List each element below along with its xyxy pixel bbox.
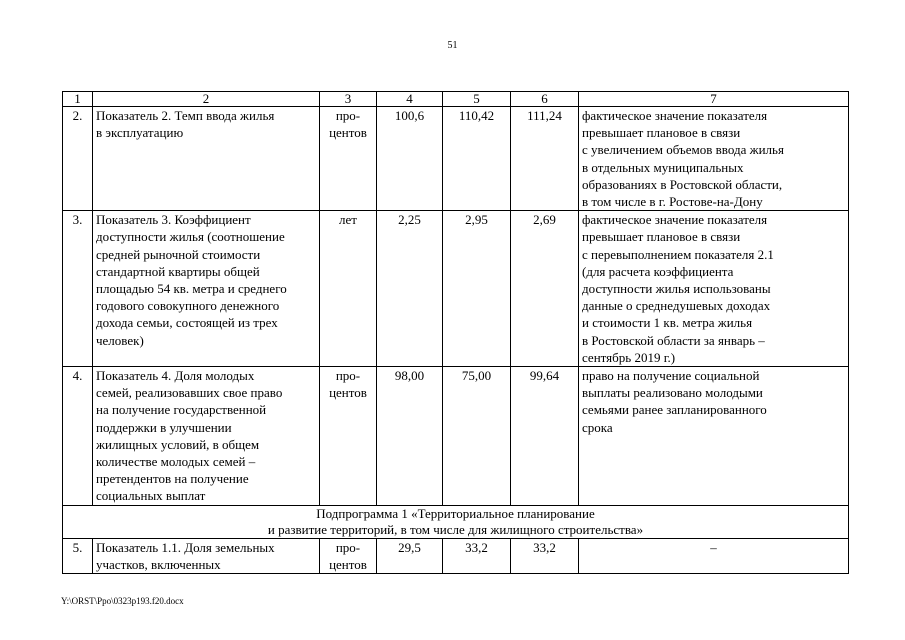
indicator-line: человек) <box>96 332 144 348</box>
row-number: 3. <box>63 211 93 367</box>
subprogram-line: Подпрограмма 1 «Территориальное планирование <box>316 505 595 521</box>
unit-cell <box>320 211 377 367</box>
unit-cell <box>320 538 377 573</box>
table-row <box>63 538 849 573</box>
table-row <box>63 107 849 211</box>
value-cell-col6: 33,2 <box>511 538 579 573</box>
note-line: право на получение социальной <box>582 368 760 384</box>
note-line: превышает плановое в связи <box>582 229 741 245</box>
note-line: данные о среднедушевых доходах <box>582 298 771 314</box>
row-number: 4. <box>63 367 93 506</box>
value-cell-col6: 111,24 <box>511 107 579 211</box>
note-line: семьями ранее запланированного <box>582 402 767 418</box>
indicator-line: на получение государственной <box>96 402 267 418</box>
unit-line: про- <box>335 539 361 555</box>
subprogram-line: и развитие территорий, в том числе для жилищного строительства» <box>267 521 644 537</box>
value-cell-col4: 100,6 <box>377 107 443 211</box>
unit-line: про- <box>335 108 361 123</box>
note-line: (для расчета коэффициента <box>582 263 734 279</box>
indicator-line: годового совокупного денежного <box>96 298 280 314</box>
column-header: 4 <box>377 92 443 107</box>
note-line: выплаты реализовано молодыми <box>582 385 763 401</box>
indicator-line: доступности жилья (соотношение <box>96 229 285 245</box>
indicator-line: Показатель 1.1. Доля земельных <box>96 539 275 555</box>
unit-line: центов <box>329 556 367 572</box>
note-line: фактическое значение показателя <box>582 108 768 123</box>
value-cell-col5: 33,2 <box>443 538 511 573</box>
unit-line: центов <box>329 385 367 401</box>
note-line: фактическое значение показателя <box>582 212 768 228</box>
note-line: образованиях в Ростовской области, <box>582 176 783 192</box>
value-cell-col6: 99,64 <box>511 367 579 506</box>
indicator-line: участков, включенных <box>96 556 221 572</box>
indicator-line: площадью 54 кв. метра и среднего <box>96 281 287 297</box>
value-cell-col4: 98,00 <box>377 367 443 506</box>
indicator-line: дохода семьи, состоящей из трех <box>96 315 278 331</box>
unit-line: про- <box>335 368 361 384</box>
indicator-line: Показатель 4. Доля молодых <box>96 368 255 384</box>
note-cell <box>579 107 849 211</box>
indicator-line: семей, реализовавших свое право <box>96 385 283 401</box>
note-line: в отдельных муниципальных <box>582 159 744 175</box>
column-header: 1 <box>63 92 93 107</box>
table-row <box>63 211 849 367</box>
indicator-cell <box>93 211 320 367</box>
unit-line: центов <box>329 125 367 141</box>
note-line: срока <box>582 419 613 435</box>
column-header: 2 <box>93 92 320 107</box>
note-line: сентябрь 2019 г.) <box>582 349 676 365</box>
note-line: в Ростовской области за январь – <box>582 332 765 348</box>
indicator-cell <box>93 367 320 506</box>
column-header: 3 <box>320 92 377 107</box>
subprogram-row <box>63 505 849 538</box>
indicator-line: поддержки в улучшении <box>96 419 232 435</box>
column-header: 7 <box>579 92 849 107</box>
indicator-line: жилищных условий, в общем <box>96 436 260 452</box>
value-cell-col5: 2,95 <box>443 211 511 367</box>
indicator-line: социальных выплат <box>96 488 206 504</box>
value-cell-col5: 75,00 <box>443 367 511 506</box>
indicator-line: Показатель 3. Коэффициент <box>96 212 251 228</box>
unit-cell <box>320 107 377 211</box>
indicators-table <box>62 91 849 574</box>
subprogram-heading <box>63 505 849 538</box>
value-cell-col4: 2,25 <box>377 211 443 367</box>
note-line: с перевыполнением показателя 2.1 <box>582 246 774 262</box>
value-cell-col5: 110,42 <box>443 107 511 211</box>
table-row <box>63 367 849 506</box>
row-number: 2. <box>63 107 93 211</box>
note-line: в том числе в г. Ростове-на-Дону <box>582 194 763 210</box>
table-header-row <box>63 92 849 107</box>
indicator-line: претендентов на получение <box>96 471 249 487</box>
page-number: 51 <box>447 40 458 51</box>
note-line: доступности жилья использованы <box>582 281 771 297</box>
note-cell <box>579 367 849 506</box>
indicator-line: стандартной квартиры общей <box>96 263 260 279</box>
indicator-line: в эксплуатацию <box>96 125 184 141</box>
note-line: и стоимости 1 кв. метра жилья <box>582 315 753 331</box>
value-cell-col6: 2,69 <box>511 211 579 367</box>
value-cell-col4: 29,5 <box>377 538 443 573</box>
unit-line: лет <box>339 212 357 228</box>
note-line: превышает плановое в связи <box>582 125 741 141</box>
indicator-line: средней рыночной стоимости <box>96 246 261 262</box>
unit-cell <box>320 367 377 506</box>
note-cell <box>579 211 849 367</box>
indicator-line: количестве молодых семей – <box>96 454 256 470</box>
note-line: с увеличением объемов ввода жилья <box>582 142 784 158</box>
column-header: 6 <box>511 92 579 107</box>
column-header: 5 <box>443 92 511 107</box>
indicator-line: Показатель 2. Темп ввода жилья <box>96 108 275 123</box>
footer-file-path: Y:\ORST\Ppo\0323p193.f20.docx <box>61 596 184 606</box>
indicator-cell <box>93 107 320 211</box>
note-cell: – <box>579 538 849 573</box>
indicator-cell <box>93 538 320 573</box>
row-number: 5. <box>63 538 93 573</box>
